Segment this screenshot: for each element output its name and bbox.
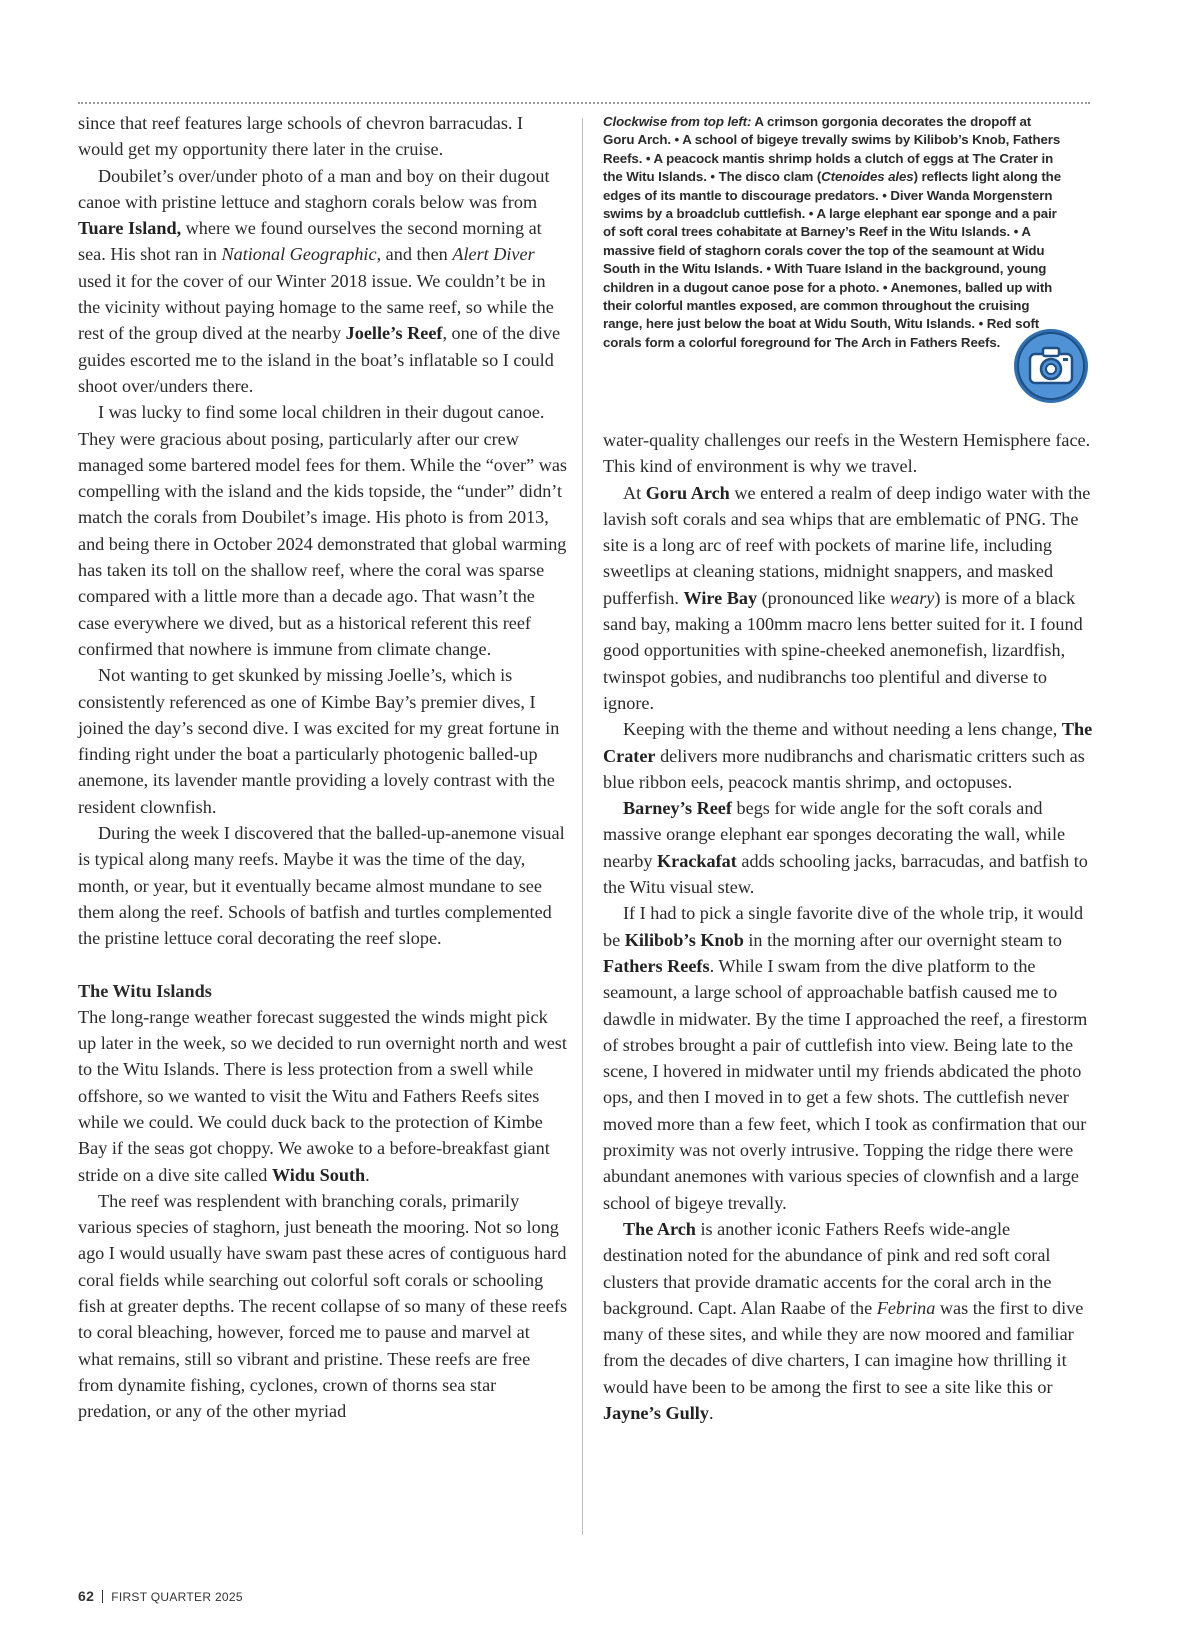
- paragraph: Doubilet’s over/under photo of a man and boy on their dugout canoe with pristine lettuce and staghorn corals below was from Tuare Island, where we found ourselves the second morning at sea. His shot ran in National Geographic, and then Alert Diver used it for the cover of our Winter 2018 issue. We couldn’t be in the vicinity without paying homage to the same reef, so while the rest of the group dived at the nearby Joelle’s Reef, one of the dive guides escorted me to the island in the boat’s inflatable so I could shoot over/unders there.: [78, 165, 561, 396]
- page-footer: [78, 1588, 243, 1604]
- paragraph: At Goru Arch we entered a realm of deep indigo water with the lavish soft corals and sea whips that are emblematic of PNG. The site is a long arc of reef with pockets of marine life, including sweetlips at cleaning stations, midnight snappers, and masked pufferfish. Wire Bay (pronounced like weary) is more of a black sand bay, making a 100mm macro lens better suited for it. I found good opportunities with spine-cheeked anemonefish, lizardfish, twinspot gobies, and nudibranchs too plentiful and diverse to ignore.: [603, 482, 1091, 713]
- paragraph: The reef was resplendent with branching corals, primarily various species of staghorn, just beneath the mooring. Not so long ago I would usually have swam past these acres of contiguous hard coral fields while searching out colorful soft corals or schooling fish at greater depths. The recent collapse of so many of these reefs to coral bleaching, however, forced me to pause and marvel at what remains, still so vibrant and pristine. These reefs are free from dynamite fishing, cyclones, crown of thorns sea star predation, or any of the other myriad: [78, 1190, 568, 1422]
- paragraph: water-quality challenges our reefs in the Western Hemisphere face. This kind of environment is why we travel.: [603, 430, 1091, 477]
- top-dotted-rule: [78, 102, 1090, 104]
- site-name: Jayne’s Gully: [603, 1402, 709, 1423]
- paragraph: Keeping with the theme and without needing a lens change, The Crater delivers more nudibranchs and charismatic critters such as blue ribbon eels, peacock mantis shrimp, and octopuses.: [603, 719, 1093, 792]
- site-name: The Crater: [603, 719, 1093, 766]
- site-name: Goru Arch: [645, 482, 730, 503]
- paragraph: since that reef features large schools of chevron barracudas. I would get my opportunity there later in the cruise.: [78, 113, 524, 160]
- photo-caption: Clockwise from top left: A crimson gorgonia decorates the dropoff at Goru Arch. • A school of bigeye trevally swims by Kilibob’s Knob, Fathers Reefs. • A peacock mantis shrimp holds a clutch of eggs at The Crater in the Witu Islands. • The disco clam (Ctenoides ales) reflects light along the edges of its mantle to discourage predators. • Diver Wanda Morgenstern swims by a broadclub cuttlefish. • A large elephant ear sponge and a pair of soft coral trees cohabitate at Barney’s Reef in the Witu Islands. • A massive field of staghorn corals cover the top of the seamount at Widu South in the Witu Islands. • With Tuare Island in the background, young children in a dugout canoe pose for a photo. • Anemones, balled up with their colorful mantles exposed, are common throughout the cruising range, here just below the boat at Widu South, Witu Islands. • Red soft corals form a colorful foreground for The Arch in Fathers Reefs.: [603, 114, 1061, 350]
- footer-separator: [102, 1590, 103, 1603]
- site-name: Tuare Island,: [78, 218, 182, 239]
- page-number: 62: [78, 1588, 95, 1604]
- section-heading: The Witu Islands: [78, 980, 212, 1001]
- site-name: Wire Bay: [683, 587, 758, 608]
- paragraph: The long-range weather forecast suggested the winds might pick up later in the week, so we decided to run overnight north and west to the Witu Islands. There is less protection from a swell while offshore, so we wanted to visit the Witu and Fathers Reefs sites while we could. We could duck back to the protection of Kimbe Bay if the seas got choppy. We awoke to a before-breakfast giant stride on a dive site called Widu South.: [78, 1006, 567, 1185]
- paragraph: The Arch is another iconic Fathers Reefs wide-angle destination noted for the abundance of pink and red soft coral clusters that provide dramatic accents for the coral arch in the background. Capt. Alan Raabe of the Febrina was the first to dive many of these sites, and while they are now moored and familiar from the decades of dive charters, I can imagine how thrilling it would have been to be among the first to see a site like this or Jayne’s Gully.: [603, 1218, 1084, 1423]
- paragraph: Not wanting to get skunked by missing Joelle’s, which is consistently referenced as one of Kimbe Bay’s premier dives, I joined the day’s second dive. I was excited for my great fortune in finding right under the boat a particularly photogenic balled-up anemone, its lavender mantle providing a lovely contrast with the resident clownfish.: [78, 665, 560, 817]
- issue-label: FIRST QUARTER 2025: [111, 1590, 243, 1604]
- site-name: Barney’s Reef: [623, 798, 732, 819]
- site-name: The Arch: [623, 1218, 696, 1239]
- column-divider: [582, 118, 583, 1535]
- site-name: Krackafat: [657, 850, 737, 871]
- right-column: [603, 427, 1093, 1426]
- site-name: Joelle’s Reef: [345, 323, 443, 344]
- paragraph: I was lucky to find some local children in their dugout canoe. They were gracious about posing, particularly after our crew managed some bartered model fees for them. While the “over” was compelling with the island and the kids topside, the “under” didn’t match the corals from Doubilet’s image. His photo is from 2013, and being there in October 2024 demonstrated that global warming has taken its toll on the shallow reef, where the coral was sparse compared with a little more than a decade ago. That wasn’t the case everywhere we dived, but as a historical referent this reef confirmed that nowhere is immune from climate change.: [78, 402, 568, 659]
- site-name: Fathers Reefs: [603, 955, 710, 976]
- left-column: [78, 110, 568, 1425]
- site-name: Widu South: [271, 1164, 366, 1185]
- paragraph: If I had to pick a single favorite dive of the whole trip, it would be Kilibob’s Knob in the morning after our overnight steam to Fathers Reefs. While I swam from the dive platform to the seamount, a large school of approachable batfish caused me to dawdle in midwater. By the time I approached the reef, a firestorm of strobes brought a pair of cuttlefish into view. Being late to the scene, I hovered in midwater until my friends abdicated the photo ops, and then I moved in to get a few shots. The cuttlefish never moved more than a few feet, which I took as confirmation that our proximity was not overly intrusive. Topping the ridge there were abundant anemones with various species of clownfish and a large school of bigeye trevally.: [603, 903, 1088, 1213]
- site-name: Kilibob’s Knob: [624, 929, 744, 950]
- paragraph: Barney’s Reef begs for wide angle for the soft corals and massive orange elephant ear sponges decorating the wall, while nearby Krackafat adds schooling jacks, barracudas, and batfish to the Witu visual stew.: [603, 798, 1088, 898]
- camera-icon: [1012, 327, 1090, 405]
- paragraph: During the week I discovered that the balled-up-anemone visual is typical along many reefs. Maybe it was the time of the day, month, or year, but it eventually became almost mundane to see them along the reef. Schools of batfish and turtles complemented the pristine lettuce coral decorating the reef slope.: [78, 823, 565, 949]
- caption-lead: Clockwise from top left:: [603, 114, 752, 129]
